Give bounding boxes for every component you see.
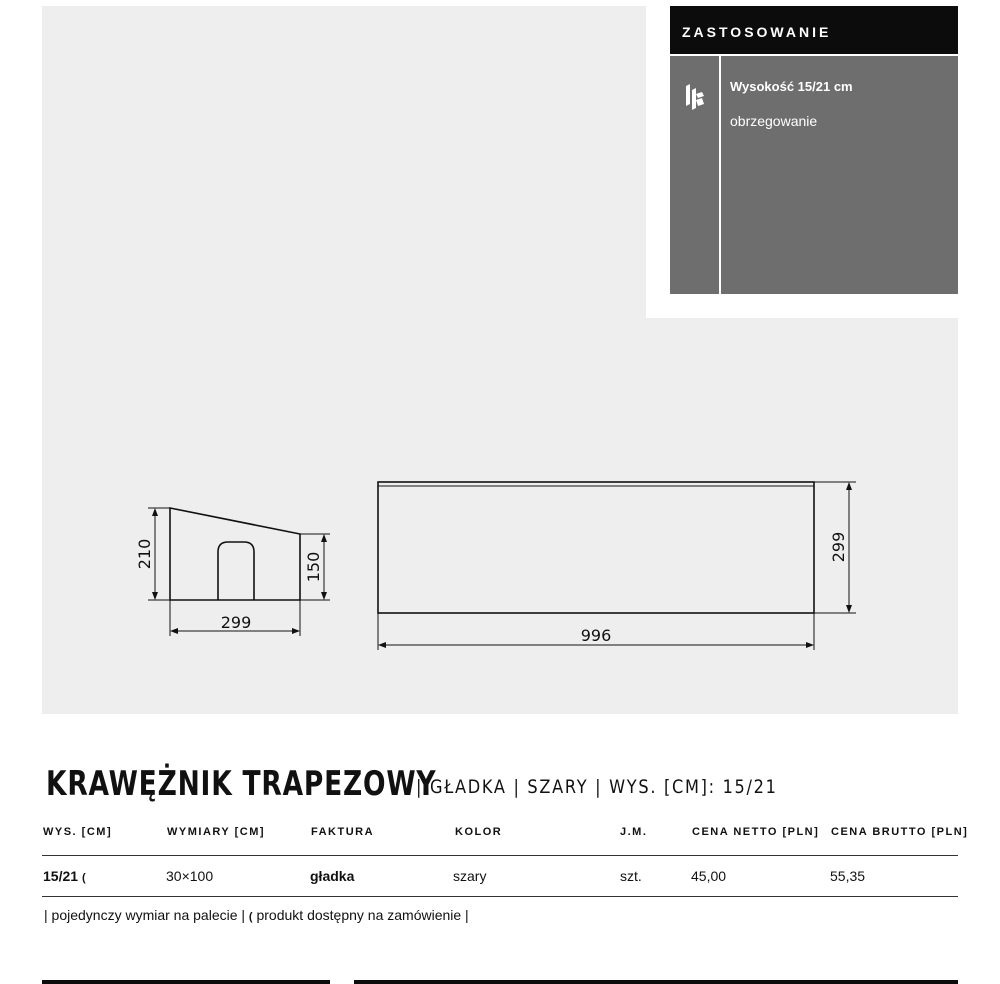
application-title: Wysokość 15/21 cm xyxy=(730,79,853,94)
header-texture: FAKTURA xyxy=(311,826,375,838)
note-prefix: | pojedynczy wymiar na palecie | xyxy=(44,907,246,923)
dimension-label-299-front: 299 xyxy=(829,531,848,563)
cell-height: 15/21 ( xyxy=(43,868,86,884)
header-unit: J.M. xyxy=(620,826,648,838)
bottom-bar-left xyxy=(42,980,330,984)
header-color: KOLOR xyxy=(455,826,503,838)
header-dimensions: WYMIARY [CM] xyxy=(167,826,266,838)
side-profile-outline xyxy=(170,508,300,600)
application-header: ZASTOSOWANIE xyxy=(670,6,958,54)
product-name: KRAWĘŻNIK TRAPEZOWY xyxy=(46,764,437,804)
header-gross-price: CENA BRUTTO [PLN] xyxy=(831,826,969,838)
dimension-label-150: 150 xyxy=(304,551,323,583)
cell-dimensions: 30×100 xyxy=(166,868,214,884)
cell-unit: szt. xyxy=(620,868,642,884)
product-meta: | GŁADKA | SZARY | WYS. [CM]: 15/21 xyxy=(416,776,778,798)
header-net-price: CENA NETTO [PLN] xyxy=(692,826,820,838)
front-view-outline xyxy=(378,482,814,613)
application-description: obrzegowanie xyxy=(730,113,818,129)
cell-color: szary xyxy=(453,868,487,884)
dimension-label-210: 210 xyxy=(135,538,154,570)
legend-note xyxy=(44,907,469,923)
price-table-header xyxy=(0,826,1000,846)
side-profile-opening xyxy=(218,542,254,600)
order-marker-icon: ( xyxy=(248,911,253,923)
cell-texture: gładka xyxy=(310,868,355,884)
order-marker-icon: ( xyxy=(81,872,86,884)
table-row xyxy=(0,868,1000,888)
dimension-label-299-side: 299 xyxy=(220,613,252,632)
cell-net-price: 45,00 xyxy=(691,868,727,884)
cell-gross-price: 55,35 xyxy=(830,868,866,884)
table-divider-top xyxy=(42,855,958,856)
dimension-label-996: 996 xyxy=(580,626,612,645)
note-suffix: produkt dostępny na zamówienie | xyxy=(256,907,469,923)
header-height: WYS. [CM] xyxy=(43,826,113,838)
table-divider-bottom xyxy=(42,896,958,897)
bottom-bar-right xyxy=(354,980,958,984)
